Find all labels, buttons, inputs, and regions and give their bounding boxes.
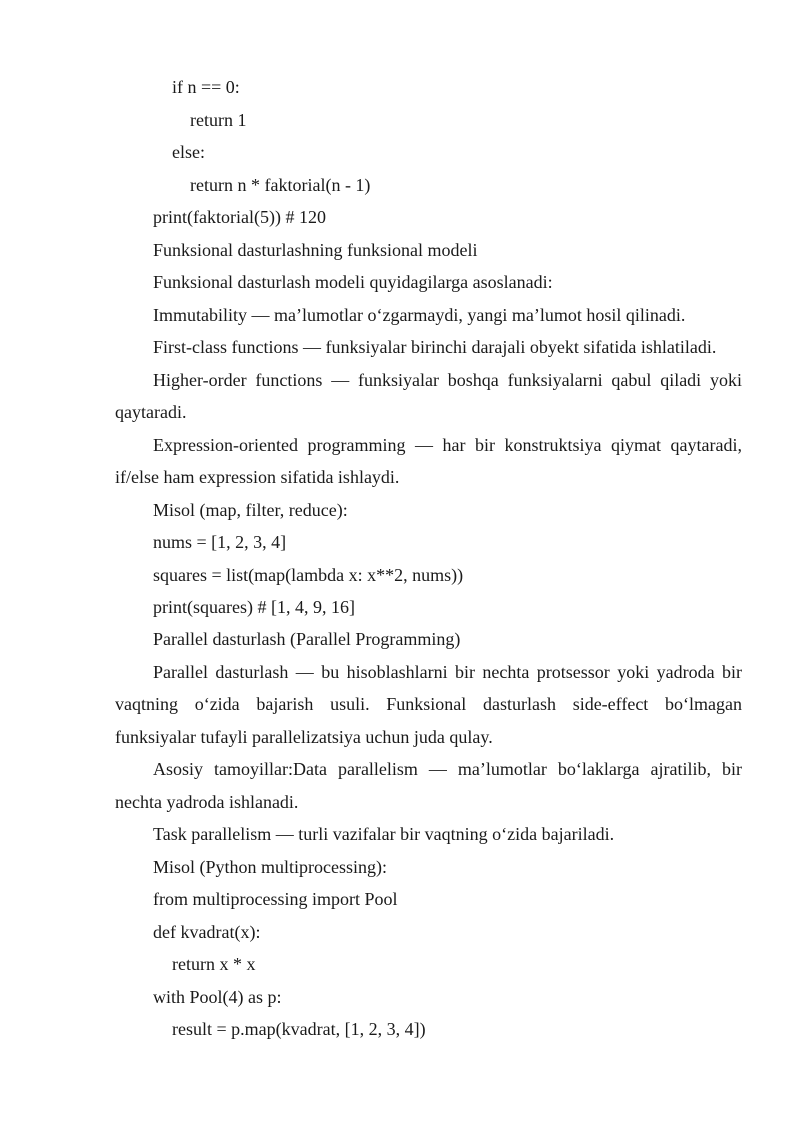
paragraph-model-intro: Funksional dasturlash modeli quyidagilarga asoslanadi: [153, 272, 553, 292]
paragraph-higher-order-line-2: qaytaradi. [115, 402, 187, 422]
section-heading-functional-model: Funksional dasturlashning funksional modeli [153, 240, 478, 260]
code-line-def-kvadrat: def kvadrat(x): [153, 922, 261, 942]
code-line-return-1: return 1 [190, 110, 247, 130]
code-line-if: if n == 0: [172, 77, 240, 97]
code-line-with-pool: with Pool(4) as p: [153, 987, 282, 1007]
example-heading-multiprocessing: Misol (Python multiprocessing): [153, 857, 387, 877]
code-line-else: else: [172, 142, 205, 162]
code-line-return-recursive: return n * faktorial(n - 1) [190, 175, 371, 195]
paragraph-principles-line-1: Asosiy tamoyillar:Data parallelism — ma’lumotlar bo‘laklarga ajratilib, bir [153, 759, 742, 779]
paragraph-first-class-functions: First-class functions — funksiyalar birinchi darajali obyekt sifatida ishlatiladi. [153, 337, 717, 357]
example-heading-map-filter-reduce: Misol (map, filter, reduce): [153, 500, 348, 520]
paragraph-higher-order-line-1: Higher-order functions — funksiyalar boshqa funksiyalarni qabul qiladi yoki [153, 370, 742, 390]
paragraph-task-parallelism: Task parallelism — turli vazifalar bir vaqtning o‘zida bajariladi. [153, 824, 615, 844]
code-line-result-map: result = p.map(kvadrat, [1, 2, 3, 4]) [172, 1019, 426, 1039]
code-line-nums: nums = [1, 2, 3, 4] [153, 532, 287, 552]
paragraph-parallel-line-2: vaqtning o‘zida bajarish usuli. Funksional dasturlash side-effect bo‘lmagan [115, 694, 742, 714]
paragraph-expression-oriented-line-1: Expression-oriented programming — har bir konstruktsiya qiymat qaytaradi, [153, 435, 742, 455]
code-line-print-squares: print(squares) # [1, 4, 9, 16] [153, 597, 355, 617]
paragraph-parallel-line-3: funksiyalar tufayli parallelizatsiya uchun juda qulay. [115, 727, 493, 747]
code-line-return-x-x: return x * x [172, 954, 256, 974]
paragraph-parallel-line-1: Parallel dasturlash — bu hisoblashlarni bir nechta protsessor yoki yadroda bir [153, 662, 742, 682]
section-heading-parallel-programming: Parallel dasturlash (Parallel Programming) [153, 629, 461, 649]
code-line-print-factorial: print(faktorial(5)) # 120 [153, 207, 326, 227]
paragraph-principles-line-2: nechta yadroda ishlanadi. [115, 792, 299, 812]
code-line-squares: squares = list(map(lambda x: x**2, nums)) [153, 565, 464, 585]
paragraph-expression-oriented-line-2: if/else ham expression sifatida ishlaydi. [115, 467, 400, 487]
code-line-import-pool: from multiprocessing import Pool [153, 889, 398, 909]
paragraph-immutability: Immutability — ma’lumotlar o‘zgarmaydi, yangi ma’lumot hosil qilinadi. [153, 305, 686, 325]
